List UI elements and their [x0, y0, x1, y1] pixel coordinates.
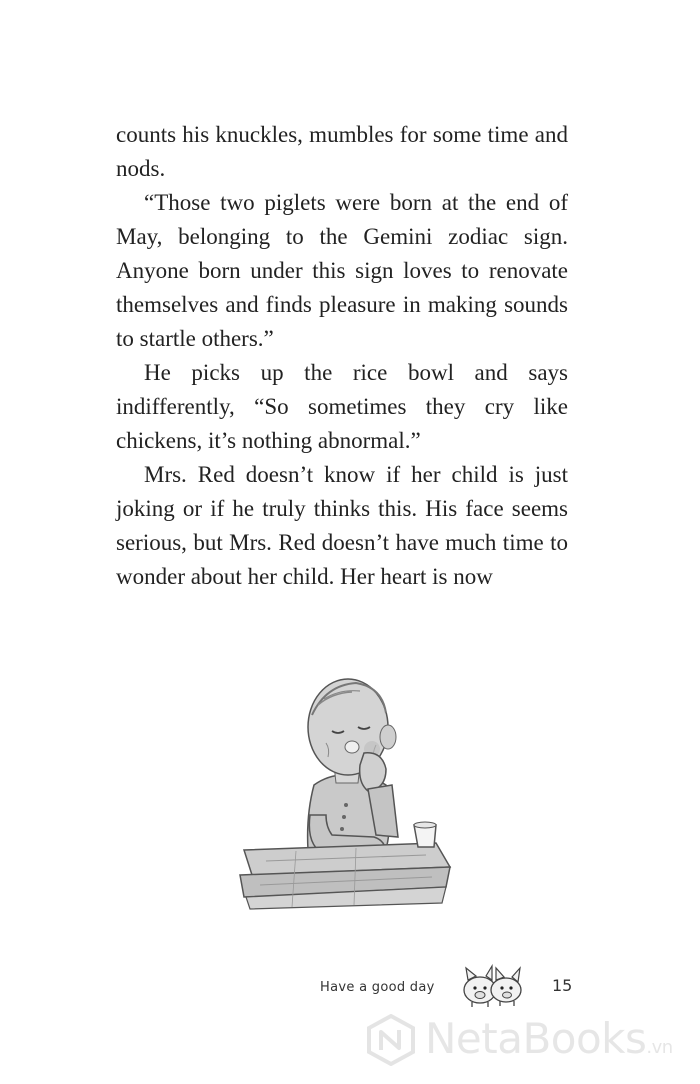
watermark-text — [425, 1014, 673, 1073]
watermark-suffix: .vn — [646, 1037, 673, 1058]
footer-tagline: Have a good day — [320, 980, 435, 995]
paragraph-3: He picks up the rice bowl and says indifferently, “So sometimes they cry like chickens, it’s nothing abnormal.” — [116, 360, 568, 453]
page-number: 15 — [552, 976, 573, 995]
netabooks-logo-icon — [365, 1014, 417, 1066]
paragraph-4: Mrs. Red doesn’t know if her child is just joking or if he truly thinks this. His face seems serious, but Mrs. Red doesn’t have much time to wonder about her child. Her heart is now — [116, 462, 568, 589]
body-text — [116, 118, 568, 594]
elderly-man-illustration-icon — [236, 665, 452, 910]
paragraph-2: “Those two piglets were born at the end of May, belonging to the Gemini zodiac sign. Anyone born under this sign loves to renovate themselves and finds pleasure in making sounds to startle others.” — [116, 190, 568, 351]
page-footer — [0, 960, 700, 1010]
netabooks-watermark — [365, 1010, 695, 1070]
watermark-brand: NetaBooks — [425, 1014, 647, 1063]
paragraph-1: counts his knuckles, mumbles for some time and nods. — [116, 122, 568, 181]
two-piglets-icon — [458, 960, 528, 1008]
